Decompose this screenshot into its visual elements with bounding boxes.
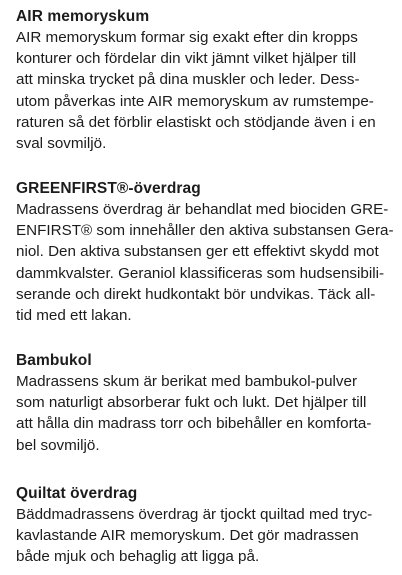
body-line: sval sovmiljö. bbox=[16, 135, 107, 153]
body-line: serande och direkt hudkontakt bör undvikas. Täck all- bbox=[16, 285, 376, 303]
body-line: utom påverkas inte AIR memoryskum av rumstempe- bbox=[16, 92, 374, 110]
body-line: konturer och fördelar din vikt jämnt vilket hjälper till bbox=[16, 50, 357, 68]
body-line: kavlastande AIR memoryskum. Det gör madrassen bbox=[16, 527, 359, 545]
section-quiltat-overdrag bbox=[16, 483, 396, 568]
section-body bbox=[16, 371, 396, 456]
body-line: Madrassens överdrag är behandlat med biociden GRE- bbox=[16, 201, 389, 218]
body-line: raturen så det förblir elastiskt och stödjande även i en bbox=[16, 113, 376, 131]
body-line: tid med ett lakan. bbox=[16, 307, 132, 325]
body-line: dammkvalster. Geraniol klassificeras som hudsensibili- bbox=[16, 264, 385, 282]
section-greenfirst-overdrag bbox=[16, 178, 396, 326]
section-heading: AIR memoryskum bbox=[16, 8, 150, 25]
body-line: som naturligt absorberar fukt och lukt. Det hjälper till bbox=[16, 394, 367, 412]
body-line: Bäddmadrassens överdrag är tjockt quiltad med tryc- bbox=[16, 506, 373, 523]
body-line: att minska trycket på dina muskler och leder. Dess- bbox=[16, 71, 360, 89]
section-body bbox=[16, 504, 396, 568]
body-line: att hålla din madrass torr och bibehåller en komforta- bbox=[16, 415, 372, 433]
section-heading: Bambukol bbox=[16, 352, 92, 369]
section-bambukol bbox=[16, 350, 396, 456]
body-line: både mjuk och behaglig att ligga på. bbox=[16, 548, 260, 566]
section-air-memoryskum bbox=[16, 6, 396, 154]
section-heading: Quiltat överdrag bbox=[16, 485, 138, 502]
body-line: niol. Den aktiva substansen ger ett effektivt skydd mot bbox=[16, 243, 379, 261]
body-line: bel sovmiljö. bbox=[16, 436, 100, 454]
body-line: ENFIRST® som innehåller den aktiva substansen Gera- bbox=[16, 222, 394, 240]
body-line: Madrassens skum är berikat med bambukol-pulver bbox=[16, 373, 358, 390]
section-body bbox=[16, 199, 396, 326]
section-body bbox=[16, 27, 396, 154]
section-heading: GREENFIRST®-överdrag bbox=[16, 180, 201, 197]
body-line: AIR memoryskum formar sig exakt efter din kropps bbox=[16, 29, 358, 46]
